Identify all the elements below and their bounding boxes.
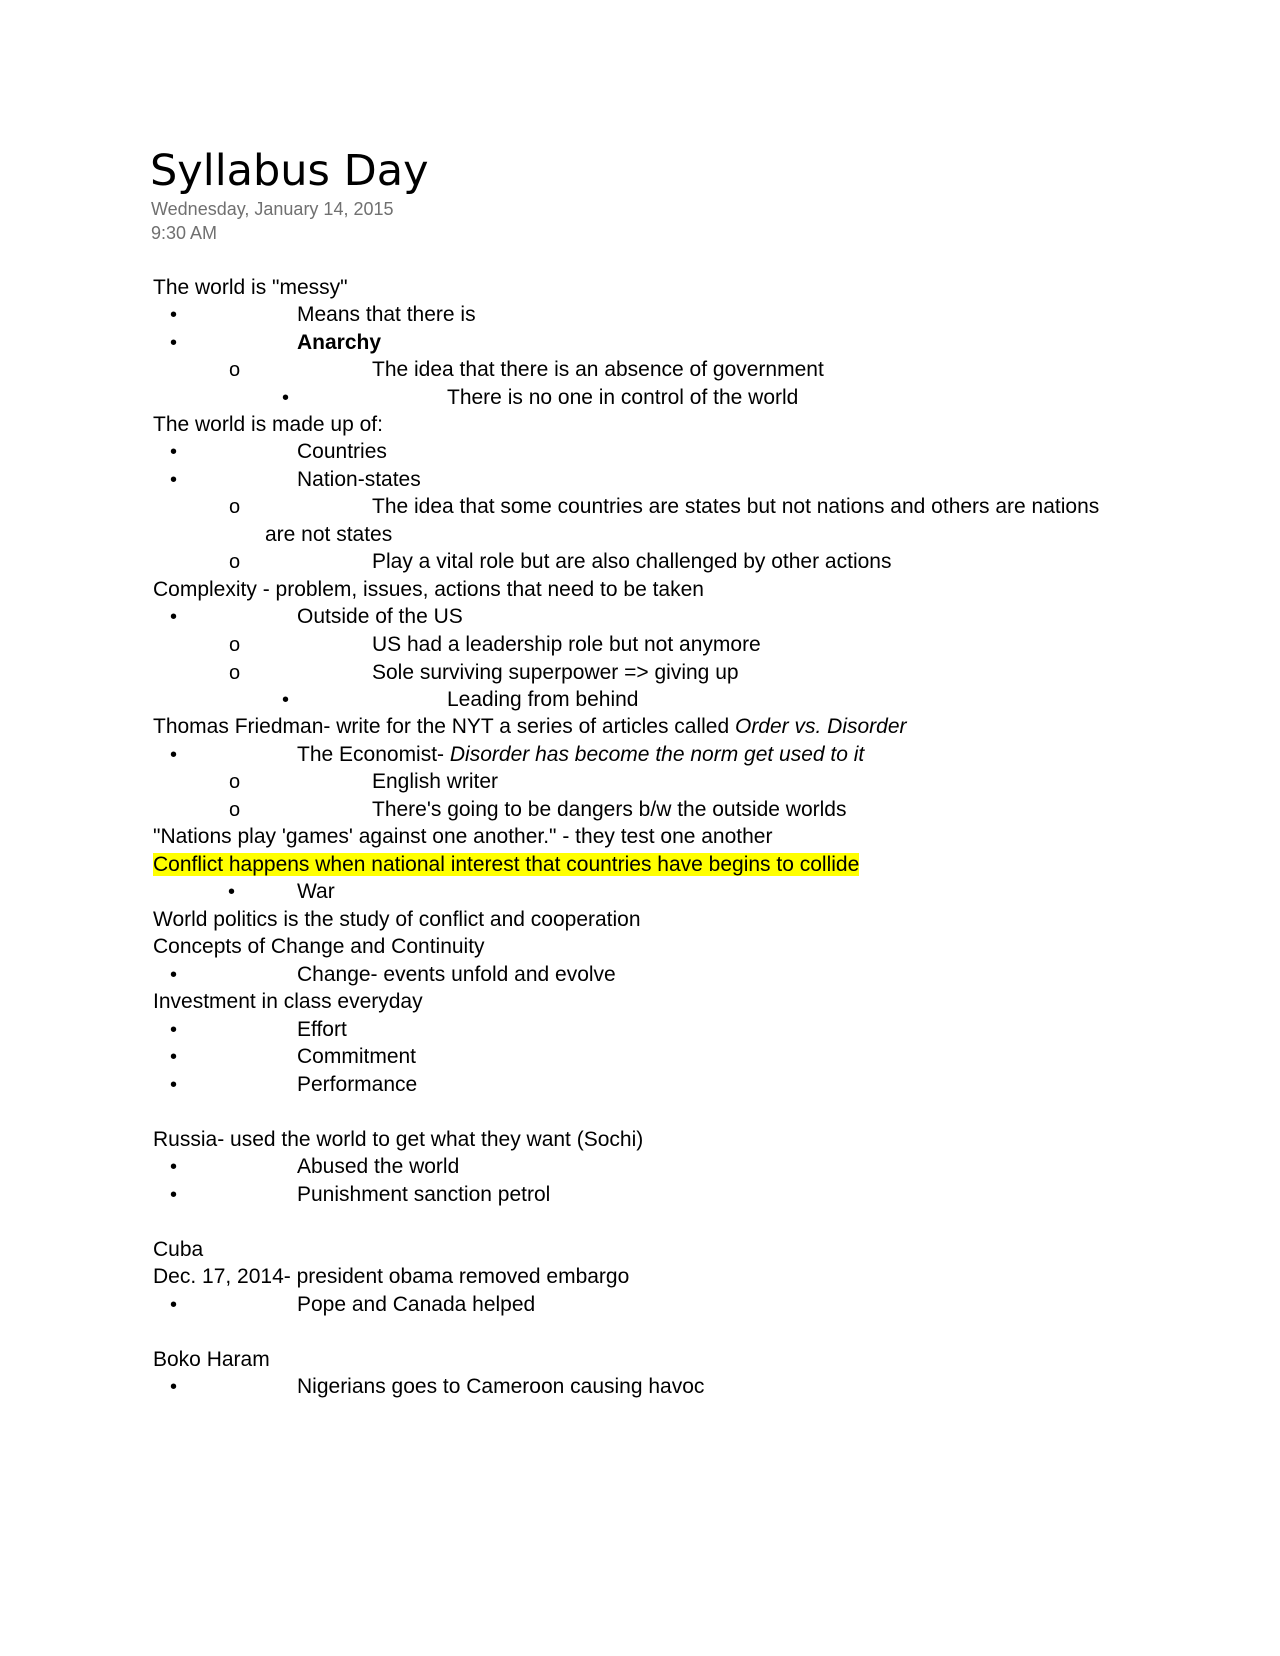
note-date: Wednesday, January 14, 2015 xyxy=(151,199,394,219)
bullet-marker: • xyxy=(170,1074,178,1096)
note-line: "Nations play 'games' against one another." - they test one another xyxy=(153,825,773,848)
note-line: Leading from behind xyxy=(447,688,639,711)
note-text: Thomas Friedman- write for the NYT a series of articles called xyxy=(153,715,735,738)
circle-marker: o xyxy=(229,799,241,821)
note-line: Anarchy xyxy=(297,331,382,354)
circle-marker: o xyxy=(229,634,241,656)
note-line: There is no one in control of the world xyxy=(447,386,799,409)
note-line: Complexity - problem, issues, actions that need to be taken xyxy=(153,578,704,601)
circle-marker: o xyxy=(229,771,241,793)
note-line: Russia- used the world to get what they want (Sochi) xyxy=(153,1128,644,1151)
note-line: Boko Haram xyxy=(153,1348,270,1371)
note-line: The world is made up of: xyxy=(153,413,383,436)
bullet-marker: • xyxy=(170,332,178,354)
note-time: 9:30 AM xyxy=(151,223,218,243)
note-line: Play a vital role but are also challenged by other actions xyxy=(372,550,892,573)
bullet-marker: • xyxy=(282,689,290,711)
note-line: Change- events unfold and evolve xyxy=(297,963,616,986)
note-line xyxy=(153,713,907,741)
note-line: World politics is the study of conflict and cooperation xyxy=(153,908,641,931)
bullet-marker: • xyxy=(170,1156,178,1178)
note-line: The world is "messy" xyxy=(153,276,348,299)
note-line: Concepts of Change and Continuity xyxy=(153,935,485,958)
note-italic-text: Order vs. Disorder xyxy=(734,715,907,738)
note-line: The idea that some countries are states but not nations and others are nations xyxy=(372,495,1100,518)
note-line: Cuba xyxy=(153,1238,204,1261)
note-line: English writer xyxy=(372,770,499,793)
bullet-marker: • xyxy=(170,1046,178,1068)
bullet-marker: • xyxy=(170,606,178,628)
page-title: Syllabus Day xyxy=(150,146,429,196)
note-line xyxy=(297,741,864,769)
note-line: The idea that there is an absence of government xyxy=(372,358,824,381)
circle-marker: o xyxy=(229,496,241,518)
note-italic-text: Disorder has become the norm get used to it xyxy=(449,743,865,766)
note-line: Effort xyxy=(297,1018,347,1041)
circle-marker: o xyxy=(229,359,241,381)
highlighted-text: Conflict happens when national interest that countries have begins to collide xyxy=(153,853,860,876)
note-line: Means that there is xyxy=(297,303,476,326)
note-line: US had a leadership role but not anymore xyxy=(372,633,761,656)
note-line: There's going to be dangers b/w the outside worlds xyxy=(372,798,847,821)
note-line: Sole surviving superpower => giving up xyxy=(372,661,739,684)
note-line: Punishment sanction petrol xyxy=(297,1183,551,1206)
bullet-marker: • xyxy=(170,304,178,326)
bullet-marker: • xyxy=(170,744,178,766)
bullet-marker: • xyxy=(170,441,178,463)
bullet-marker: • xyxy=(170,964,178,986)
bullet-marker: • xyxy=(170,1376,178,1398)
note-line: Outside of the US xyxy=(297,605,463,628)
note-line: Countries xyxy=(297,440,387,463)
note-text: The Economist- xyxy=(297,743,450,766)
note-line: Abused the world xyxy=(297,1155,460,1178)
note-line: Commitment xyxy=(297,1045,417,1068)
bullet-marker: • xyxy=(228,881,236,903)
note-line: War xyxy=(297,880,335,903)
note-line: Nation-states xyxy=(297,468,421,491)
bullet-marker: • xyxy=(170,1019,178,1041)
note-line xyxy=(153,851,859,879)
bullet-marker: • xyxy=(170,1184,178,1206)
bullet-marker: • xyxy=(170,469,178,491)
note-line: are not states xyxy=(265,523,393,546)
note-line: Dec. 17, 2014- president obama removed embargo xyxy=(153,1265,630,1288)
note-line: Nigerians goes to Cameroon causing havoc xyxy=(297,1375,705,1398)
note-line: Performance xyxy=(297,1073,418,1096)
circle-marker: o xyxy=(229,551,241,573)
circle-marker: o xyxy=(229,662,241,684)
note-line: Investment in class everyday xyxy=(153,990,423,1013)
note-line: Pope and Canada helped xyxy=(297,1293,536,1316)
bullet-marker: • xyxy=(170,1294,178,1316)
bullet-marker: • xyxy=(282,387,290,409)
